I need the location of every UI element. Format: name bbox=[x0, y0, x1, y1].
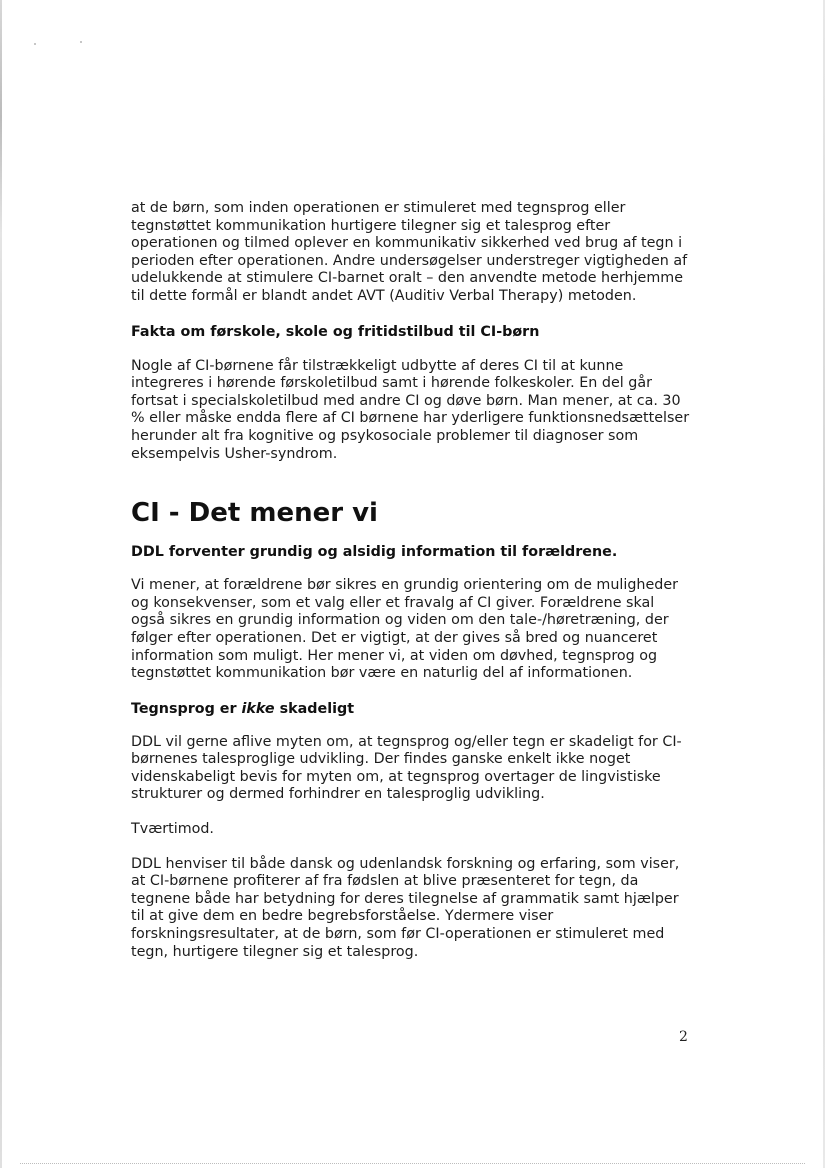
closing-paragraph: DDL henviser til både dansk og udenlandsk forskning og erfaring, som viser, at CI-børnene profiterer af fra fødslen at blive præsenteret for tegn, da tegnene både har betydning for deres tilegnelse af grammatik samt hjælper til at give dem en bedre begrebsforståelse. Ydermere viser forskningsresultater, at de børn, som før CI-operationen er stimuleret med tegn, hurtigere tilegner sig et talesprog. bbox=[131, 855, 680, 960]
tegnsprog-heading bbox=[131, 700, 691, 718]
ddl-heading: DDL forventer grundig og alsidig information til forældrene. bbox=[131, 544, 618, 561]
scan-speck bbox=[80, 41, 82, 43]
page-content bbox=[131, 200, 691, 961]
tegnsprog-paragraph: DDL vil gerne aflive myten om, at tegnsprog og/eller tegn er skadeligt for CI-børnenes talesproglige udvikling. Der findes ganske enkelt ikke noget videnskabeligt bevis for myten om, at tegnsprog overtager de lingvistiske strukturer og dermed forhindrer en talesproglig udvikling. bbox=[131, 733, 682, 803]
tvaertimod-line: Tværtimod. bbox=[131, 821, 214, 838]
scan-edge-left bbox=[0, 0, 2, 1168]
tegnsprog-heading-prefix: Tegnsprog er bbox=[131, 700, 242, 717]
tegnsprog-heading-emphasis: ikke bbox=[241, 700, 275, 717]
intro-paragraph: at de børn, som inden operationen er stimuleret med tegnsprog eller tegnstøttet kommunikation hurtigere tilegner sig et talesprog efter operationen og tilmed oplever en kommunikativ sikkerhed ved brug af tegn i perioden efter operationen. Andre undersøgelser understreger vigtigheden af udelukkende at stimulere CI-barnet oralt – den anvendte metode herhjemme til dette formål er blandt andet AVT (Auditiv Verbal Therapy) metoden. bbox=[131, 200, 688, 304]
scan-edge-bottom bbox=[20, 1163, 805, 1165]
page-number: 2 bbox=[679, 1029, 688, 1045]
scan-speck bbox=[34, 43, 36, 45]
section-title: CI - Det mener vi bbox=[131, 498, 378, 529]
tegnsprog-heading-suffix: skadeligt bbox=[274, 700, 355, 717]
fakta-paragraph: Nogle af CI-børnene får tilstrækkeligt udbytte af deres CI til at kunne integreres i hørende førskoletilbud samt i hørende folkeskoler. En del går fortsat i specialskoletilbud med andre CI og døve børn. Man mener, at ca. 30 % eller måske endda flere af CI børnene har yderligere funktionsnedsættelser herunder alt fra kognitive og psykosociale problemer til diagnoser som eksempelvis Usher-syndrom. bbox=[131, 357, 690, 462]
ddl-paragraph: Vi mener, at forældrene bør sikres en grundig orientering om de muligheder og konsekvenser, som et valg eller et fravalg af CI giver. Forældrene skal også sikres en grundig information og viden om den tale-/høretræning, der følger efter operationen. Det er vigtigt, at der gives så bred og nuanceret information som muligt. Her mener vi, at viden om døvhed, tegnsprog og tegnstøttet kommunikation bør være en naturlig del af informationen. bbox=[131, 577, 679, 682]
fakta-heading: Fakta om førskole, skole og fritidstilbud til CI-børn bbox=[131, 323, 540, 340]
